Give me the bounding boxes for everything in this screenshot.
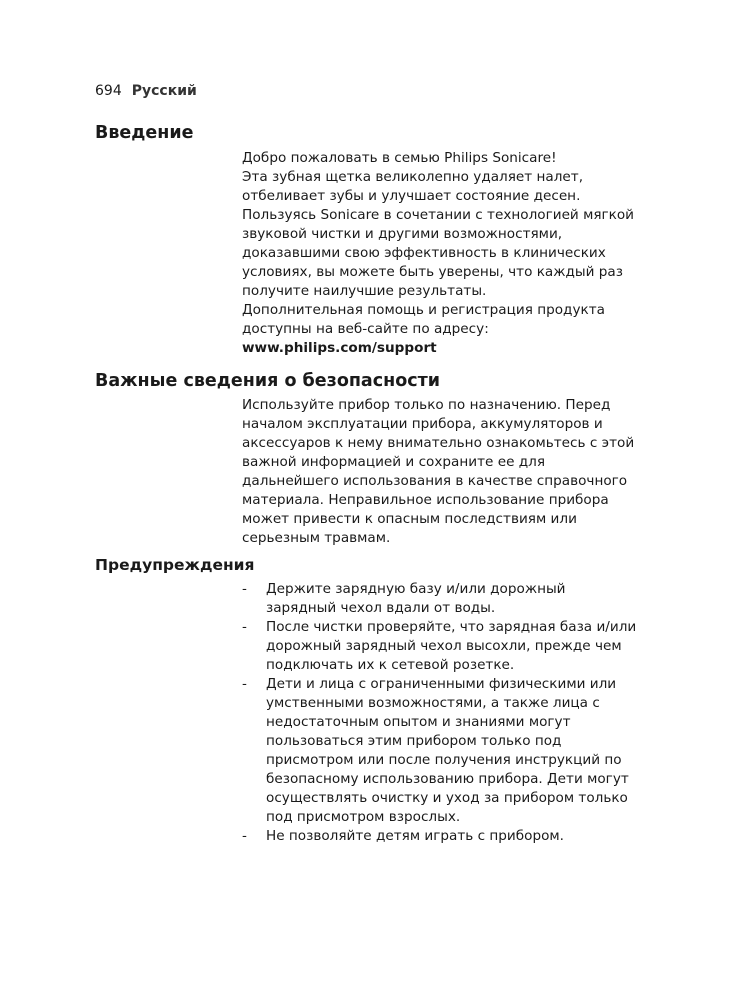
text-line: Не позволяйте детям играть с прибором. — [266, 828, 564, 844]
text-line: материала. Неправильное использование прибора — [242, 492, 609, 508]
text-line: серьезным травмам. — [242, 530, 391, 546]
page-language: Русский — [131, 83, 197, 99]
text-line: получите наилучшие результаты. — [242, 283, 487, 299]
text-line: безопасному использованию прибора. Дети могут — [266, 771, 629, 787]
text-line: дорожный зарядный чехол высохли, прежде чем — [266, 638, 622, 654]
bullet-dash: - — [242, 676, 247, 692]
section-title-introduction: Введение — [95, 123, 194, 143]
text-line: началом эксплуатации прибора, аккумуляторов и — [242, 416, 603, 432]
list-item — [242, 827, 662, 846]
introduction-text — [242, 149, 652, 358]
text-line: Дети и лица с ограниченными физическими или — [266, 676, 617, 692]
text-line: зарядный чехол вдали от воды. — [266, 600, 496, 616]
text-line: под присмотром взрослых. — [266, 809, 461, 825]
text-line: Эта зубная щетка великолепно удаляет налет, — [242, 169, 584, 185]
bullet-dash: - — [242, 581, 247, 597]
text-line: После чистки проверяйте, что зарядная база и/или — [266, 619, 637, 635]
text-line: доступны на веб-сайте по адресу: — [242, 321, 489, 337]
text-line: Держите зарядную базу и/или дорожный — [266, 581, 566, 597]
text-line: Дополнительная помощь и регистрация продукта — [242, 302, 605, 318]
text-line: подключать их к сетевой розетке. — [266, 657, 515, 673]
text-line: звуковой чистки и другими возможностями, — [242, 226, 563, 242]
bullet-dash: - — [242, 619, 247, 635]
text-line: важной информацией и сохраните ее для — [242, 454, 546, 470]
safety-text — [242, 396, 652, 548]
page-header — [95, 82, 197, 100]
section-title-safety: Важные сведения о безопасности — [95, 371, 441, 391]
text-line: недостаточным опытом и знаниями могут — [266, 714, 571, 730]
text-line: дальнейшего использования в качестве справочного — [242, 473, 628, 489]
list-item — [242, 580, 662, 618]
text-line: условиях, вы можете быть уверены, что каждый раз — [242, 264, 623, 280]
text-line: аксессуаров к нему внимательно ознакомьтесь с этой — [242, 435, 635, 451]
text-line: Пользуясь Sonicare в сочетании с технологией мягкой — [242, 207, 635, 223]
text-line: Используйте прибор только по назначению. Перед — [242, 397, 611, 413]
support-url: www.philips.com/support — [242, 340, 437, 356]
text-line: отбеливает зубы и улучшает состояние десен. — [242, 188, 581, 204]
text-line: доказавшими свою эффективность в клинических — [242, 245, 606, 261]
text-line: может привести к опасным последствиям или — [242, 511, 577, 527]
list-item — [242, 618, 662, 675]
section-title-warnings: Предупреждения — [95, 556, 255, 574]
list-item — [242, 675, 662, 827]
text-line: пользоваться этим прибором только под — [266, 733, 562, 749]
text-line: присмотром или после получения инструкций по — [266, 752, 622, 768]
page-number: 694 — [95, 83, 122, 99]
text-line: умственными возможностями, а также лица с — [266, 695, 600, 711]
text-line: Добро пожаловать в семью Philips Sonicare! — [242, 150, 557, 166]
text-line: осуществлять очистку и уход за прибором только — [266, 790, 628, 806]
warnings-list — [242, 580, 662, 846]
bullet-dash: - — [242, 828, 247, 844]
